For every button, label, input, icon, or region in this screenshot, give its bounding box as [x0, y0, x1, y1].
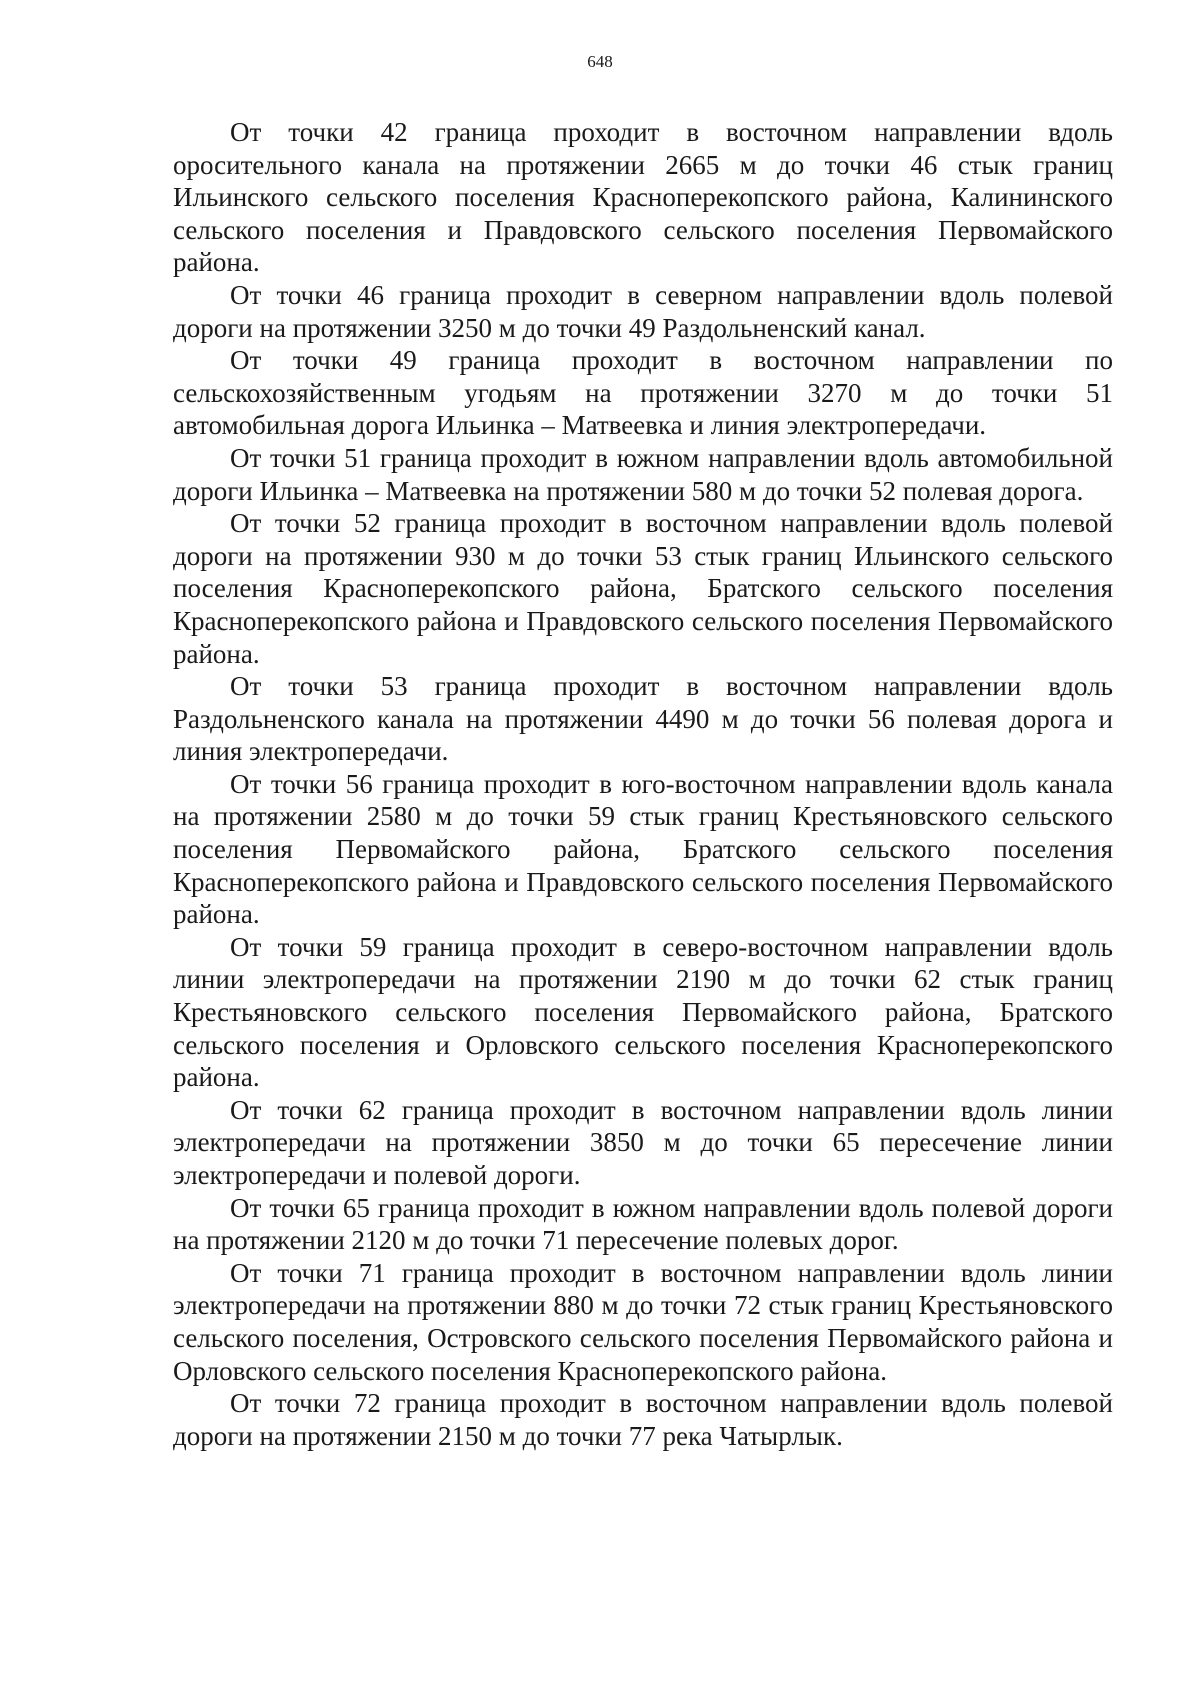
paragraph: От точки 56 граница проходит в юго-восточном направлении вдоль канала на протяжении 2580 м до точки 59 стык границ Крестьяновского сельского поселения Первомайского района, Братского сельского поселения Красноперекопского района и Правдовского сельского поселения Первомайского района. — [173, 768, 1113, 930]
paragraph: От точки 72 граница проходит в восточном направлении вдоль полевой дороги на протяжении 2150 м до точки 77 река Чатырлык. — [173, 1388, 1113, 1451]
paragraph: От точки 53 граница проходит в восточном направлении вдоль Раздольненского канала на протяжении 4490 м до точки 56 полевая дорога и линия электропередачи. — [173, 671, 1113, 767]
paragraph: От точки 46 граница проходит в северном направлении вдоль полевой дороги на протяжении 3250 м до точки 49 Раздольненский канал. — [173, 279, 1113, 343]
paragraph: От точки 52 граница проходит в восточном направлении вдоль полевой дороги на протяжении 930 м до точки 53 стык границ Ильинского сельского поселения Красноперекопского района, Братского сельского поселения Красноперекопского района и Правдовского сельского поселения Первомайского района. — [173, 508, 1113, 669]
paragraph: От точки 62 граница проходит в восточном направлении вдоль линии электропередачи на протяжении 3850 м до точки 65 пересечение линии электропередачи и полевой дороги. — [173, 1094, 1113, 1190]
paragraph: От точки 71 граница проходит в восточном направлении вдоль линии электропередачи на протяжении 880 м до точки 72 стык границ Крестьяновского сельского поселения, Островского сельского поселения Первомайского района и Орловского сельского поселения Красноперекопского района. — [173, 1257, 1113, 1386]
paragraph: От точки 49 граница проходит в восточном направлении по сельскохозяйственным угодьям на протяжении 3270 м до точки 51 автомобильная дорога Ильинка – Матвеевка и линия электропередачи. — [173, 345, 1113, 441]
paragraph: От точки 59 граница проходит в северо-восточном направлении вдоль линии электропередачи на протяжении 2190 м до точки 62 стык границ Крестьяновского сельского поселения Первомайского района, Братского сельского поселения и Орловского сельского поселения Красноперекопского района. — [173, 931, 1113, 1093]
page-number: 648 — [587, 52, 613, 71]
paragraph: От точки 65 граница проходит в южном направлении вдоль полевой дороги на протяжении 2120 м до точки 71 пересечение полевых дорог. — [173, 1192, 1113, 1256]
paragraph: От точки 42 граница проходит в восточном направлении вдоль оросительного канала на протяжении 2665 м до точки 46 стык границ Ильинского сельского поселения Красноперекопского района, Калининского сельского поселения и Правдовского сельского поселения Первомайского района. — [173, 117, 1113, 278]
document-body — [173, 116, 1113, 1452]
paragraph: От точки 51 граница проходит в южном направлении вдоль автомобильной дороги Ильинка – Матвеевка на протяжении 580 м до точки 52 полевая дорога. — [173, 442, 1113, 506]
